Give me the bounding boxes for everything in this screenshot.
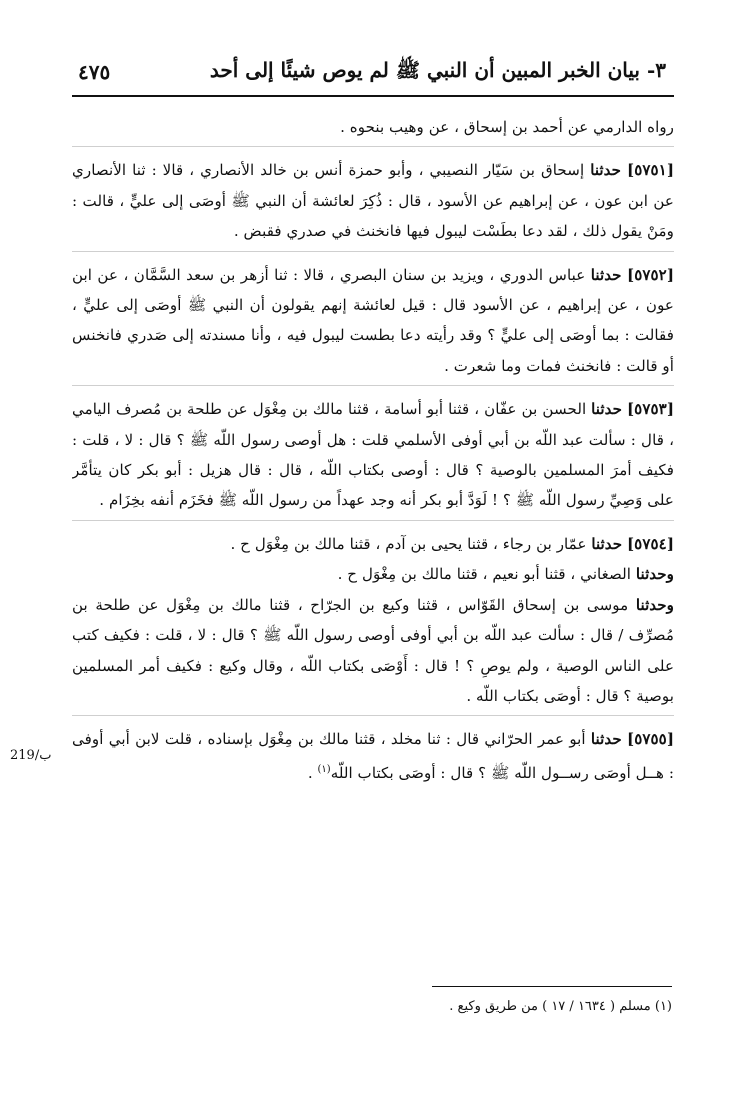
hadith-text: إسحاق بن سَيّار النصيبي ، وأبو حمزة أنس بن خالد الأنصاري ، قالا : ثنا الأنصاري عن ابن عون ، عن إبراهيم عن الأسود ، قال : ذُكِرَ لعائشة أن النبي ﷺ أوصَى إلى عليٍّ ، قالت : ومَنْ يقول ذلك ، لقد دعا بطَسْت ليبول فيها فانخنث في صدري فقبض . xyxy=(72,161,674,241)
hadith-lead: حدثنا xyxy=(591,534,623,553)
hadith-5752 xyxy=(72,251,674,382)
hadith-5754-chain-2 xyxy=(72,559,674,589)
hadith-5751 xyxy=(72,146,674,246)
hadith-lead: حدثنا xyxy=(591,400,622,419)
chain-lead: وحدثنا xyxy=(635,595,674,614)
hadith-text: عباس الدوري ، ويزيد بن سنان البصري ، قالا : ثنا أزهر بن سعد السَّمَّان ، عن ابن عون ، عن إبراهيم ، عن الأسود قال : قيل لعائشة إنهم يقولون أن النبي ﷺ أوصَى إلى عليٍّ ، فقالت : بما أوصَى إلى عليٍّ ؟ وقد رأيته دعا بطست ليبول فيه ، وأنا مسندته إلى صَدري فانخنس أو قالت : فانخنث فمات وما شعرت . xyxy=(72,265,674,375)
opening-paragraph xyxy=(72,112,674,142)
opening-text: رواه الدارمي عن أحمد بن إسحاق ، عن وهيب بنحوه . xyxy=(340,118,674,136)
running-header-title: ٣- بيان الخبر المبين أن النبي ﷺ لم يوص شيئًا إلى أحد xyxy=(209,58,666,82)
chain-lead: وحدثنا xyxy=(635,565,674,584)
main-text xyxy=(72,112,674,998)
hadith-text: الحسن بن عفّان ، قثنا أبو أسامة ، قثنا مالك بن مِغْوَل عن طلحة بن مُصرف اليامي ، قال : سألت عبد اللّه بن أبي أوفى الأسلمي قلت : هل أوصى رسول اللّه ﷺ ؟ قال : لا ، قلت : فكيف أمرَ المسلمين بالوصية ؟ قال : أوصى بكتاب اللّه ، قال : قال هزيل : أبو بكر كان يتأمَّر على وَصِيِّ رسول اللّه ﷺ ؟ ! لَوَدَّ أبو بكر أنه وجد عهداً من رسول اللّه ﷺ فخَزَم أنفه بخِزَام . xyxy=(72,400,674,510)
hadith-5754 xyxy=(72,520,674,559)
hadith-number: [٥٧٥٤] xyxy=(626,534,674,553)
hadith-number: [٥٧٥٥] xyxy=(627,730,674,749)
header-rule xyxy=(72,95,674,97)
hadith-text: عمّار بن رجاء ، قثنا يحيى بن آدم ، قثنا مالك بن مِغْوَل ح . xyxy=(230,534,587,553)
hadith-text: أبو عمر الحرّاني قال : ثنا مخلد ، قثنا مالك بن مِغْوَل بإسناده ، قلت لابن أبي أوفى : هــل أوصَى رســول اللّه ﷺ ؟ قال : أوصَى بكتاب اللّه xyxy=(72,730,674,782)
hadith-number: [٥٧٥٢] xyxy=(627,265,674,284)
hadith-text-end: . xyxy=(307,763,318,782)
hadith-5753 xyxy=(72,385,674,516)
chain-text: الصغاني ، قثنا أبو نعيم ، قثنا مالك بن مِغْوَل ح . xyxy=(337,565,632,584)
hadith-lead: حدثنا xyxy=(590,265,622,284)
hadith-number: [٥٧٥٣] xyxy=(626,400,674,419)
hadith-5754-chain-3 xyxy=(72,590,674,712)
manuscript-margin-note: ب/219 xyxy=(10,748,52,763)
hadith-lead: حدثنا xyxy=(590,161,621,180)
footnote: (١) مسلم ( ١٦٣٤ / ١٧ ) من طريق وكيع . xyxy=(449,999,672,1014)
hadith-lead: حدثنا xyxy=(590,730,622,749)
chain-text: موسى بن إسحاق القَوّاس ، قثنا وكيع بن الجرّاح ، قثنا مالك بن مِغْوَل عن طلحة بن مُصرِّف / قال : سألت عبد اللّه بن أبي أوفى أوصى رسول اللّه ﷺ ؟ قال : لا ، قلت : فكيف كتب على الناس الوصية ، ولم يوصِ ؟ ! قال : أَوْصَى بكتاب اللّه ، وقال وكيع : فكيف أمر المسلمين بوصية ؟ قال : أوصَى بكتاب اللّه . xyxy=(72,595,674,705)
footnote-marker[interactable]: (١) xyxy=(317,763,331,775)
hadith-number: [٥٧٥١] xyxy=(627,161,674,180)
hadith-5755 xyxy=(72,715,674,788)
footnote-rule xyxy=(432,986,672,987)
page-number: ٤٧٥ xyxy=(78,60,111,84)
